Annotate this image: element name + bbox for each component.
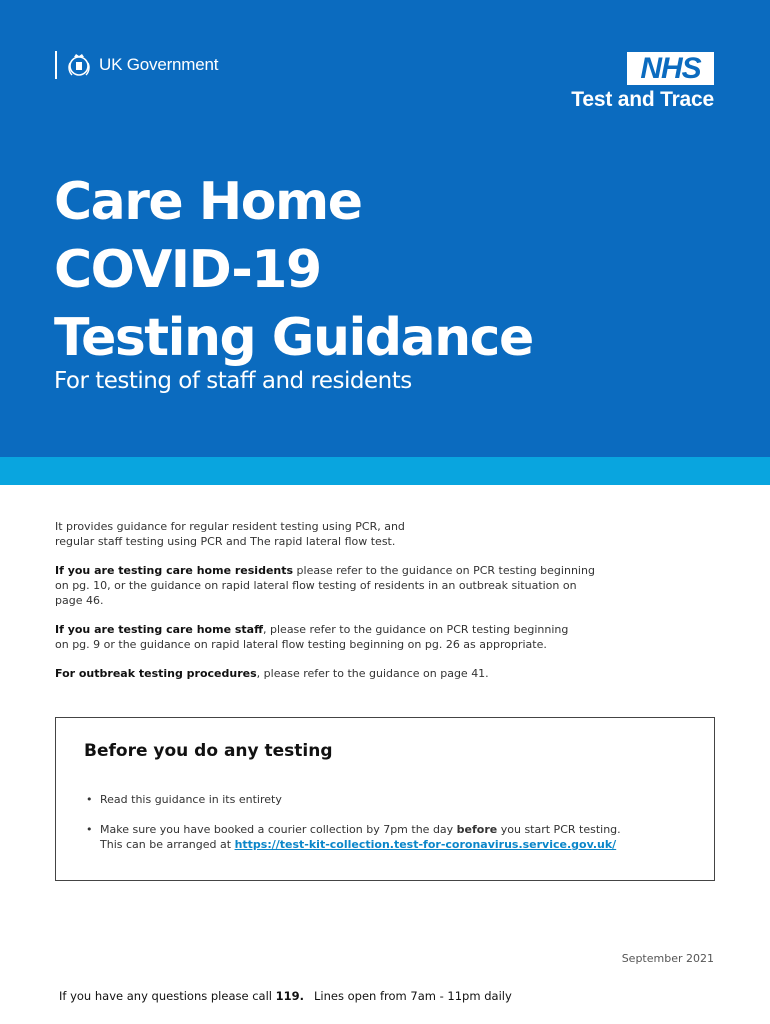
intro-paragraph — [55, 519, 445, 549]
staff-paragraph — [55, 622, 575, 652]
staff-text: , please refer to the guidance on PCR testing beginning on pg. 9 or the guidance on rapid lateral flow testing beginning on pg. 26 as appropriate. — [55, 623, 569, 651]
before-testing-box — [55, 717, 715, 881]
gov-divider — [55, 51, 57, 79]
outbreak-paragraph — [55, 666, 735, 681]
emphasis-text: before — [456, 823, 498, 836]
collection-link[interactable]: https://test-kit-collection.test-for-coronavirus.service.gov.uk/ — [234, 838, 617, 851]
uk-government-logo — [55, 50, 218, 80]
list-item-text: This can be arranged at — [100, 838, 235, 851]
title-line: Testing Guidance — [54, 308, 533, 368]
residents-paragraph — [55, 563, 600, 608]
publication-date: September 2021 — [621, 952, 714, 965]
intro-section — [55, 519, 735, 695]
page-subtitle: For testing of staff and residents — [54, 368, 412, 394]
page-title — [54, 168, 533, 372]
residents-heading: If you are testing care home residents — [55, 564, 294, 577]
intro-text: It provides guidance for regular resident testing using PCR, and regular staff testing using PCR and The rapid lateral flow test. — [55, 520, 405, 548]
outbreak-heading: For outbreak testing procedures — [55, 667, 257, 680]
box-heading: Before you do any testing — [84, 741, 333, 761]
cover-banner — [0, 0, 770, 457]
nhs-logo — [627, 52, 714, 85]
gov-label: UK Government — [99, 55, 219, 74]
bullet-icon: • — [86, 823, 93, 836]
helpline-number: 119. — [275, 989, 305, 1003]
checklist — [84, 792, 704, 867]
accent-stripe — [0, 457, 770, 485]
list-item — [84, 792, 704, 807]
title-line: COVID-19 — [54, 240, 321, 300]
outbreak-text: , please refer to the guidance on page 41. — [256, 667, 489, 680]
residents-text: please refer to the guidance on PCR testing beginning on pg. 10, or the guidance on rapid lateral flow testing of residents in an outbreak situation on page 46. — [55, 564, 595, 607]
nhs-logo-text: NHS — [640, 51, 701, 85]
royal-crest-icon — [65, 51, 93, 79]
title-line: Care Home — [54, 172, 362, 232]
footer-contact — [59, 989, 512, 1003]
staff-heading: If you are testing care home staff — [55, 623, 264, 636]
list-item-text: Read this guidance in its entirety — [100, 793, 282, 806]
bullet-icon: • — [86, 793, 93, 806]
footer-hours: Lines open from 7am - 11pm daily — [314, 989, 512, 1003]
list-item — [84, 822, 704, 852]
list-item-text: Make sure you have booked a courier collection by 7pm the day — [100, 823, 457, 836]
footer-prefix: If you have any questions please call — [59, 989, 276, 1003]
list-item-text: you start PCR testing. — [497, 823, 621, 836]
service-name: Test and Trace — [571, 88, 714, 111]
